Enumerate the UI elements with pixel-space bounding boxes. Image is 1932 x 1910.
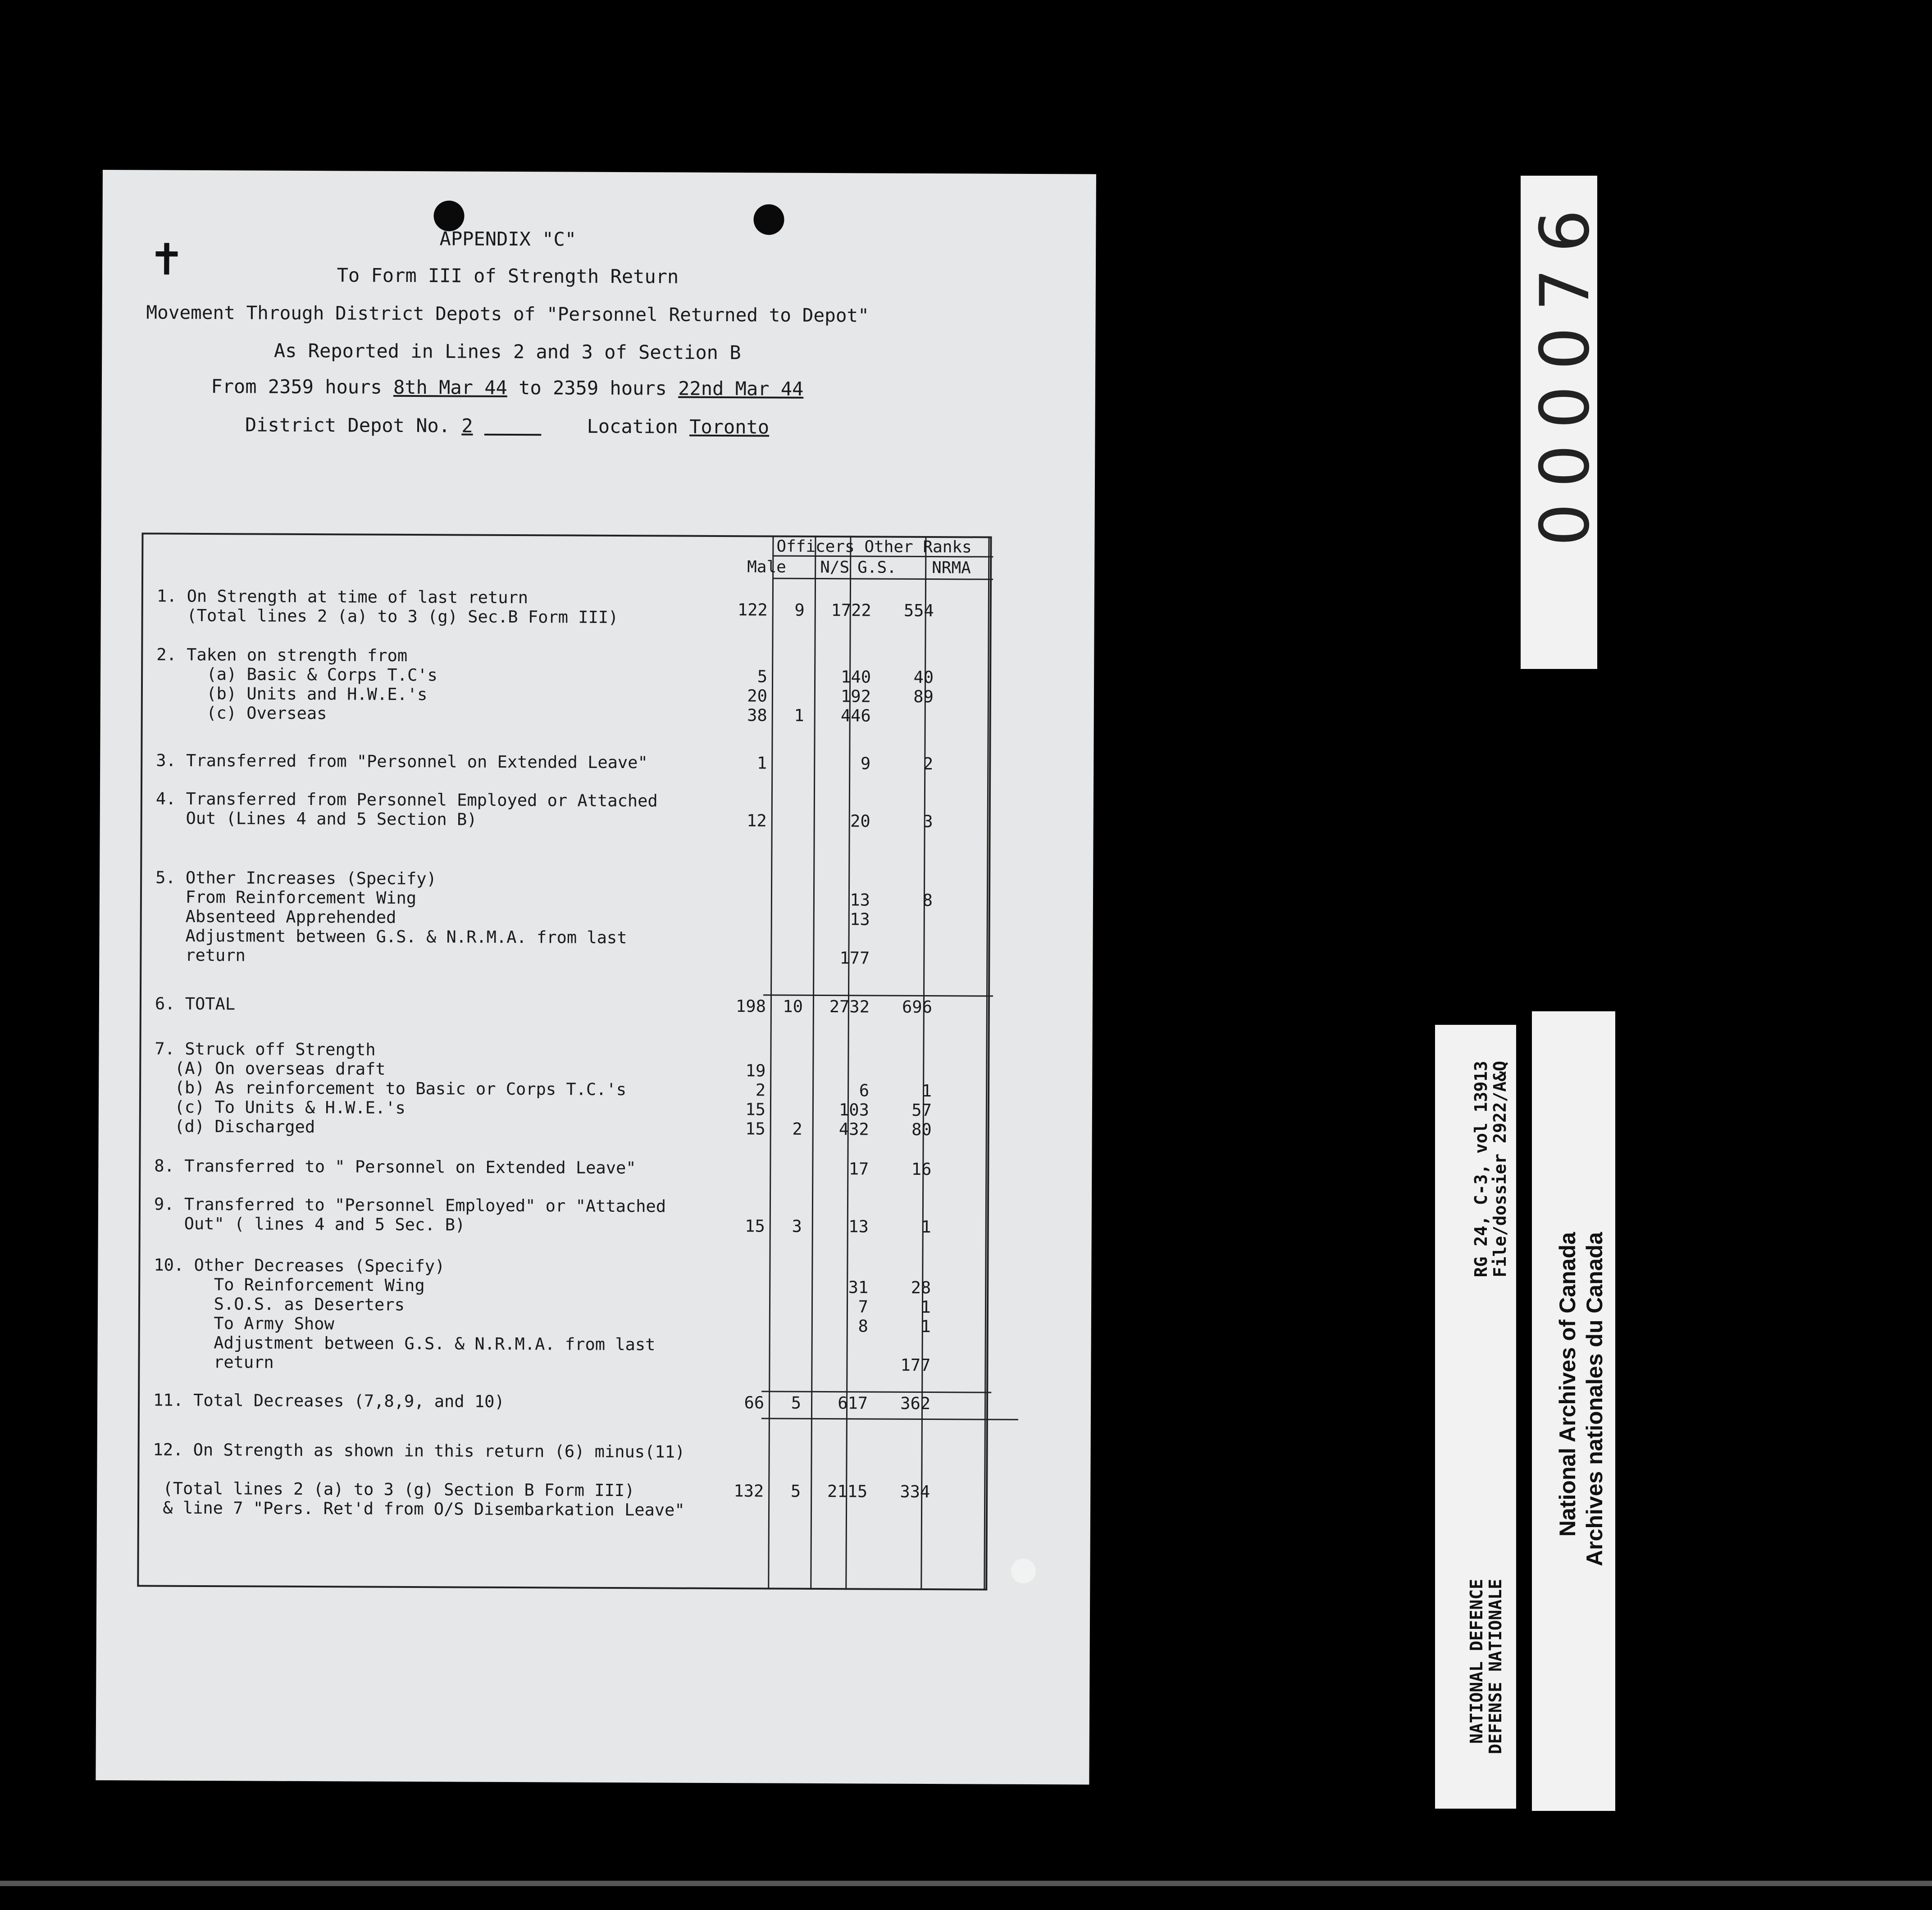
row-4-male: 12 bbox=[747, 811, 767, 831]
row-3-nrma: 2 bbox=[923, 754, 934, 774]
row-7-label: 7. Struck off Strength (A) On overseas draft (b) As reinforcement to Basic or Corps T.C.'s (c) To Units & H.W.E.'s (d) Discharged bbox=[154, 1039, 627, 1137]
archives-name-fr: Archives nationales du Canada bbox=[1582, 1232, 1607, 1566]
depot-label: District Depot No. bbox=[245, 414, 451, 437]
row-6-ns: 10 bbox=[783, 996, 803, 1016]
location-label: Location bbox=[587, 415, 678, 438]
ns-header: N/S bbox=[820, 558, 850, 577]
department-en: NATIONAL DEFENCE bbox=[1467, 1579, 1486, 1744]
row-9-nrma: 1 bbox=[921, 1217, 931, 1237]
row-11-ns: 5 bbox=[791, 1393, 802, 1413]
archive-reference-1: RG 24, C-3, vol 13913 bbox=[1471, 1061, 1491, 1278]
row-1-ns: 9 bbox=[794, 600, 805, 620]
male-header: Male bbox=[747, 558, 786, 577]
movement-line: Movement Through District Depots of "Personnel Returned to Depot" bbox=[146, 301, 869, 327]
row-9-gs: 13 bbox=[848, 1217, 869, 1237]
from-label: From 2359 hours bbox=[211, 375, 382, 398]
row-1-gs: 1722 bbox=[831, 600, 871, 620]
row-10-gs: 31 7 8 bbox=[848, 1278, 869, 1355]
strength-table bbox=[137, 532, 992, 1590]
row-6-gs: 2732 bbox=[829, 997, 870, 1017]
location-value: Toronto bbox=[689, 415, 770, 438]
row-3-male: 1 bbox=[756, 753, 767, 773]
row-9-ns: 3 bbox=[792, 1216, 802, 1236]
depot-number: 2 bbox=[461, 414, 473, 437]
corner-mark: ✝ bbox=[151, 228, 182, 286]
row-4-label: 4. Transferred from Personnel Employed or Attached Out (Lines 4 and 5 Section B) bbox=[155, 789, 658, 829]
punch-hole-left bbox=[433, 200, 464, 231]
row-7-nrma: 1 57 80 bbox=[911, 1062, 932, 1140]
form-subtitle: To Form III of Strength Return bbox=[337, 264, 679, 288]
row-3-gs: 9 bbox=[860, 754, 871, 773]
row-5-gs: 13 13 177 bbox=[839, 890, 870, 968]
other-ranks-header: Other Ranks bbox=[864, 537, 972, 557]
row-11-label: 11. Total Decreases (7,8,9, and 10) bbox=[153, 1390, 505, 1411]
row-5-label: 5. Other Increases (Specify) From Reinforcement Wing Absenteed Apprehended Adjustment between G.S. & N.R.M.A. from last return bbox=[155, 868, 627, 965]
archive-reference-2: File/dossier 2922/A&Q bbox=[1490, 1061, 1510, 1278]
row-11-gs: 617 bbox=[838, 1393, 868, 1413]
reel-number: 000076 bbox=[1526, 194, 1604, 546]
document-page bbox=[96, 170, 1096, 1785]
row-9-label: 9. Transferred to "Personnel Employed" or "Attached Out" ( lines 4 and 5 Sec. B) bbox=[154, 1194, 666, 1235]
row-9-male: 15 bbox=[745, 1216, 765, 1236]
national-archives-strip bbox=[1532, 1011, 1615, 1811]
row-2-label: 2. Taken on strength from (a) Basic & Corps T.C's (b) Units and H.W.E.'s (c) Overseas bbox=[156, 645, 437, 723]
row-4-gs: 20 bbox=[850, 811, 870, 831]
row-6-male: 198 bbox=[735, 996, 766, 1016]
archives-name-en: National Archives of Canada bbox=[1555, 1232, 1580, 1537]
row-7-ns: 2 bbox=[792, 1061, 803, 1139]
row-6-nrma: 696 bbox=[902, 997, 933, 1017]
row-7-male: 19 2 15 15 bbox=[745, 1061, 766, 1139]
row-8-nrma: 16 bbox=[911, 1159, 932, 1179]
row-10-nrma: 28 1 1 177 bbox=[900, 1278, 931, 1375]
row-4-nrma: 3 bbox=[923, 811, 933, 832]
department-fr: DEFENSE NATIONALE bbox=[1485, 1579, 1505, 1754]
period-line bbox=[102, 375, 913, 400]
row-11-nrma: 362 bbox=[900, 1393, 931, 1414]
row-12-male: 132 bbox=[734, 1442, 764, 1501]
row-3-label: 3. Transferred from "Personnel on Extended Leave" bbox=[156, 750, 648, 773]
row-6-label: 6. TOTAL bbox=[155, 994, 236, 1014]
gs-header: G.S. bbox=[857, 558, 897, 577]
nrma-header: NRMA bbox=[932, 559, 971, 578]
row-1-nrma: 554 bbox=[903, 600, 934, 621]
row-8-gs: 17 bbox=[848, 1159, 869, 1179]
row-2-gs: 140 192 446 bbox=[840, 667, 871, 726]
from-date: 8th Mar 44 bbox=[393, 376, 507, 399]
to-date: 22nd Mar 44 bbox=[678, 377, 804, 400]
depot-line bbox=[101, 413, 912, 439]
row-5-nrma: 8 bbox=[922, 890, 933, 949]
national-defence-strip bbox=[1435, 1025, 1516, 1809]
row-11-male: 66 bbox=[744, 1393, 765, 1413]
row-2-male: 5 20 38 bbox=[747, 667, 768, 725]
row-8-label: 8. Transferred to " Personnel on Extended Leave" bbox=[154, 1156, 636, 1178]
row-10-label: 10. Other Decreases (Specify) To Reinforcement Wing S.O.S. as Deserters To Army Show Adjustment between G.S. & N.R.M.A. from last return bbox=[153, 1255, 656, 1372]
scan-edge-line bbox=[0, 1881, 1932, 1886]
officers-header: Officers bbox=[776, 537, 855, 556]
registration-dot bbox=[1011, 1559, 1036, 1583]
reported-line: As Reported in Lines 2 and 3 of Section B bbox=[273, 339, 741, 364]
row-7-gs: 6 103 432 bbox=[838, 1061, 870, 1139]
row-2-nrma: 40 89 bbox=[913, 667, 934, 707]
row-12-gs: 2115 bbox=[827, 1443, 868, 1501]
row-12-nrma: 334 bbox=[900, 1443, 930, 1502]
row-12-label: 12. On Strength as shown in this return (6) minus(11) (Total lines 2 (a) to 3 (g) Section B Form III) & line 7 "Pers. Ret'd from O/S Disembarkation Leave" bbox=[152, 1440, 685, 1520]
reel-number-strip bbox=[1521, 176, 1604, 669]
row-12-ns: 5 bbox=[790, 1442, 801, 1501]
appendix-title: APPENDIX "C" bbox=[439, 227, 577, 250]
row-2-ns: 1 bbox=[794, 667, 805, 725]
row-1-label: 1. On Strength at time of last return (Total lines 2 (a) to 3 (g) Sec.B Form III) bbox=[156, 586, 619, 628]
row-1-male: 122 bbox=[737, 600, 768, 620]
to-label: to 2359 hours bbox=[519, 377, 667, 400]
